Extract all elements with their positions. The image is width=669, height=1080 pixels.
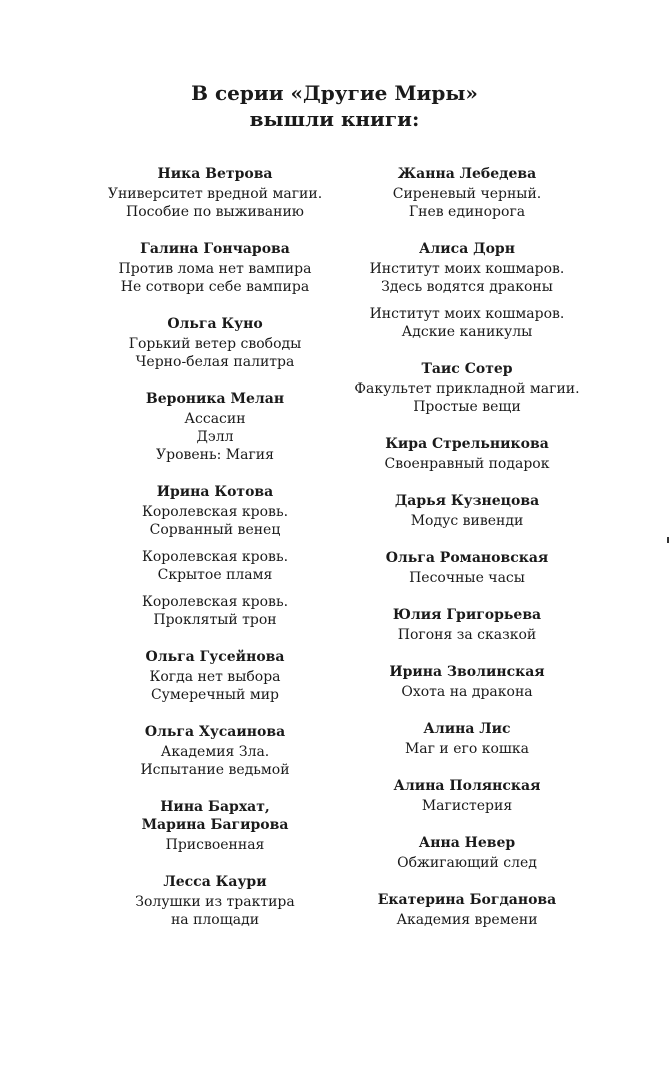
book-entry (317, 360, 617, 416)
book-title-line: Маг и его кошка (404, 741, 530, 757)
book-title-line: Дэлл (196, 429, 234, 445)
book-title-line: Сорванный венец (149, 522, 281, 538)
book-title-line: Адские каникулы (401, 324, 533, 340)
book-entry (317, 435, 617, 473)
book-title-line: Университет вредной магии. (107, 186, 323, 202)
author-name-line: Жанна Лебедева (397, 166, 537, 182)
author-name (317, 549, 617, 567)
book-entry (317, 663, 617, 701)
author-name (317, 777, 617, 795)
book-entry (317, 891, 617, 929)
book-title-line: Против лома нет вампира (118, 261, 312, 277)
book-title-line: Гнев единорога (408, 204, 526, 220)
book-title (317, 911, 617, 929)
title-line-2: вышли книги: (249, 107, 420, 131)
book-title-line: Песочные часы (409, 570, 525, 586)
book-entry (317, 606, 617, 644)
author-name-line: Екатерина Богданова (377, 892, 557, 908)
book-title-line: Черно-белая палитра (135, 354, 295, 370)
author-name-line: Юлия Григорьева (392, 607, 542, 623)
book-title-line: Уровень: Магия (156, 447, 274, 463)
author-name (317, 834, 617, 852)
book-title-line: Академия Зла. (160, 744, 270, 760)
author-name (317, 435, 617, 453)
book-title-line: Охота на дракона (401, 684, 533, 700)
author-name-line: Ника Ветрова (157, 166, 273, 182)
book-title (317, 260, 617, 296)
book-title (317, 512, 617, 530)
book-title (317, 854, 617, 872)
author-name-line: Лесса Каури (163, 874, 267, 890)
author-name-line: Ирина Котова (156, 484, 274, 500)
book-title (317, 455, 617, 473)
book-title (317, 797, 617, 815)
title-line-1: В серии «Другие Миры» (191, 81, 478, 105)
book-title (317, 569, 617, 587)
author-name-line: Анна Невер (418, 835, 516, 851)
book-title (317, 185, 617, 221)
author-name-line: Алиса Дорн (419, 241, 515, 257)
author-name (317, 492, 617, 510)
book-entry (317, 165, 617, 221)
author-name-line: Нина Бархат, (160, 799, 270, 815)
book-title-line: Королевская кровь. (141, 549, 289, 565)
book-title (317, 305, 617, 341)
book-title-line: Сиреневый черный. (392, 186, 542, 202)
author-name (317, 720, 617, 738)
book-title-line: Факультет прикладной магии. (354, 381, 580, 397)
book-title (317, 740, 617, 758)
book-title-line: Модус вивенди (410, 513, 524, 529)
book-title-line: Академия времени (396, 912, 538, 928)
author-name (317, 606, 617, 624)
author-name-line: Ольга Романовская (385, 550, 549, 566)
author-name-line: Алина Полянская (393, 778, 541, 794)
author-name-line: Галина Гончарова (140, 241, 290, 257)
book-title-line: Магистерия (421, 798, 513, 814)
book-title-line: на площади (170, 912, 260, 928)
author-name-line: Марина Багирова (141, 817, 289, 833)
book-title-line: Когда нет выбора (149, 669, 281, 685)
book-title-line: Проклятый трон (153, 612, 277, 628)
author-name-line: Таис Сотер (421, 361, 513, 377)
author-name (317, 360, 617, 378)
book-entry (317, 777, 617, 815)
book-entry (317, 240, 617, 341)
book-title (317, 380, 617, 416)
book-title-line: Сумеречный мир (150, 687, 280, 703)
book-title-line: Обжигающий след (397, 855, 537, 871)
author-name (317, 663, 617, 681)
book-title-line: Королевская кровь. (141, 594, 289, 610)
book-title-line: Горький ветер свободы (128, 336, 302, 352)
author-name-line: Кира Стрельникова (385, 436, 549, 452)
book-entry (317, 492, 617, 530)
book-entry (317, 720, 617, 758)
book-title-line: Королевская кровь. (141, 504, 289, 520)
book-title-line: Институт моих кошмаров. (369, 306, 565, 322)
book-title-line: Золушки из трактира (135, 894, 295, 910)
author-name-line: Вероника Мелан (145, 391, 285, 407)
author-name-line: Дарья Кузнецова (394, 493, 540, 509)
book-entry (317, 834, 617, 872)
author-name-line: Алина Лис (423, 721, 511, 737)
right-column (317, 165, 617, 948)
author-name (317, 240, 617, 258)
book-title-line: Своенравный подарок (384, 456, 550, 472)
book-title-line: Простые вещи (413, 399, 521, 415)
author-name-line: Ирина Зволинская (389, 664, 545, 680)
book-title-line: Скрытое пламя (157, 567, 273, 583)
book-title (317, 626, 617, 644)
book-title-line: Испытание ведьмой (140, 762, 290, 778)
author-name (317, 165, 617, 183)
page-title (0, 80, 669, 132)
book-title-line: Присвоенная (165, 837, 265, 853)
book-title-line: Ассасин (184, 411, 246, 427)
book-title (317, 683, 617, 701)
book-title-line: Институт моих кошмаров. (369, 261, 565, 277)
book-title-line: Погоня за сказкой (397, 627, 537, 643)
author-name-line: Ольга Хусаинова (144, 724, 286, 740)
book-title-line: Здесь водятся драконы (381, 279, 553, 295)
author-name-line: Ольга Гусейнова (145, 649, 285, 665)
author-name (317, 891, 617, 909)
book-title-line: Пособие по выживанию (126, 204, 304, 220)
author-name-line: Ольга Куно (167, 316, 263, 332)
book-title-line: Не сотвори себе вампира (120, 279, 310, 295)
book-entry (317, 549, 617, 587)
